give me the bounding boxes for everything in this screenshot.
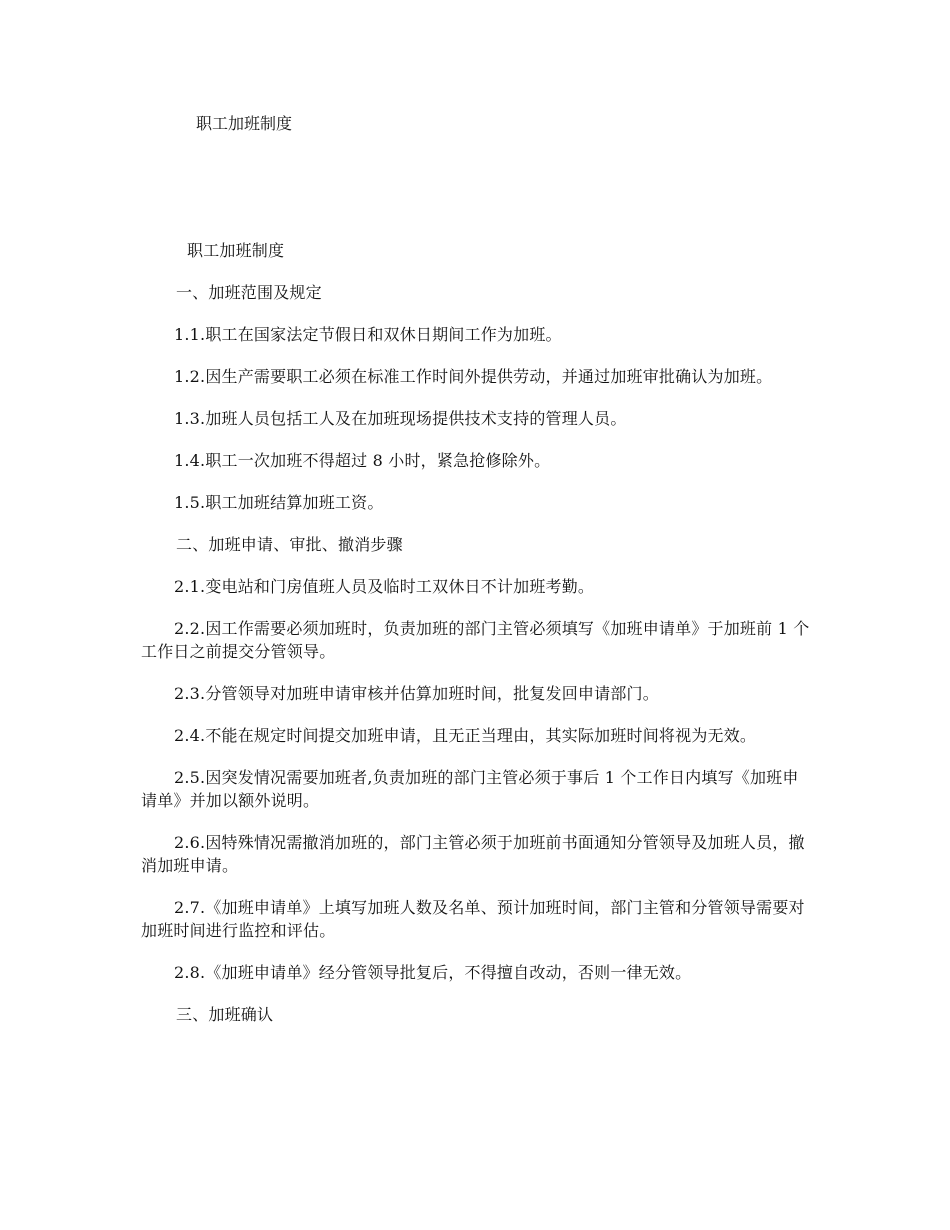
- section-heading: 二、加班申请、审批、撤消步骤: [176, 535, 403, 554]
- section-heading: 三、加班确认: [176, 1005, 274, 1024]
- paragraph: 1.3.加班人员包括工人及在加班现场提供技术支持的管理人员。: [174, 409, 627, 428]
- paragraph: 2.7.《加班申请单》上填写加班人数及名单、预计加班时间，部门主管和分管领导需要对加班时间进行监控和评估。: [141, 898, 805, 940]
- paragraph: 2.5.因突发情况需要加班者,负责加班的部门主管必须于事后 1 个工作日内填写《加班申请单》并加以额外说明。: [141, 768, 799, 810]
- paragraph: 1.5.职工加班结算加班工资。: [174, 493, 384, 512]
- paragraph: 1.1.职工在国家法定节假日和双休日期间工作为加班。: [174, 325, 562, 344]
- paragraph: 2.6.因特殊情况需撤消加班的，部门主管必须于加班前书面通知分管领导及加班人员，撤消加班申请。: [141, 833, 805, 875]
- paragraph: 1.2.因生产需要职工必须在标准工作时间外提供劳动，并通过加班审批确认为加班。: [174, 367, 773, 386]
- paragraph: 2.8.《加班申请单》经分管领导批复后，不得擅自改动，否则一律无效。: [174, 963, 692, 982]
- document-top-title: 职工加班制度: [196, 114, 293, 133]
- paragraph: 2.3.分管领导对加班申请审核并估算加班时间，批复发回申请部门。: [174, 684, 659, 703]
- paragraph: 2.1.变电站和门房值班人员及临时工双休日不计加班考勤。: [174, 577, 595, 596]
- paragraph: 2.2.因工作需要必须加班时，负责加班的部门主管必须填写《加班申请单》于加班前 1 个工作日之前提交分管领导。: [141, 619, 810, 661]
- document-body: [141, 239, 811, 1045]
- paragraph: 2.4.不能在规定时间提交加班申请，且无正当理由，其实际加班时间将视为无效。: [174, 726, 757, 745]
- document-title: 职工加班制度: [187, 241, 285, 260]
- section-heading: 一、加班范围及规定: [176, 283, 322, 302]
- paragraph: 1.4.职工一次加班不得超过 8 小时，紧急抢修除外。: [174, 451, 551, 470]
